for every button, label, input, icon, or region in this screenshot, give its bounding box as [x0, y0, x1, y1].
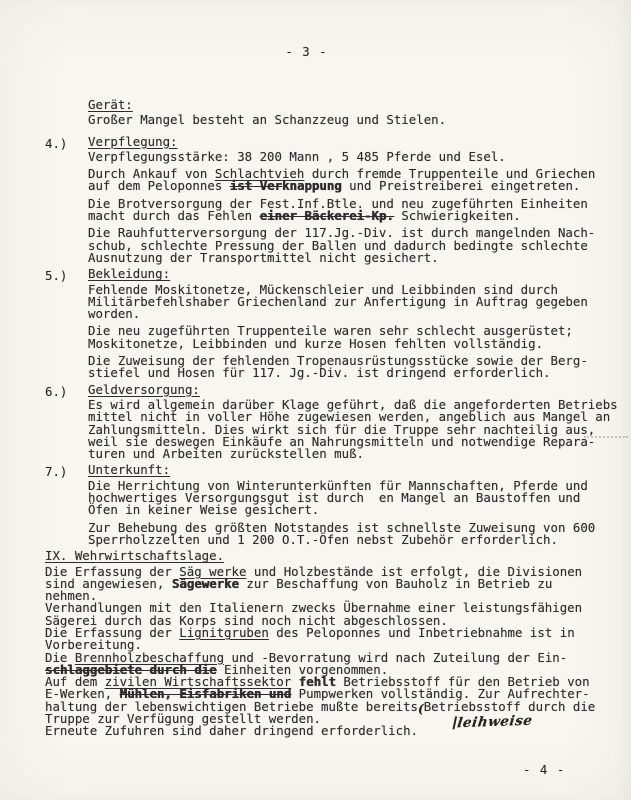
text-line: Öfen in keiner Weise gesichert. — [88, 502, 320, 518]
text-segment: Einheiten vorgenommen. — [216, 661, 389, 677]
section-heading — [88, 268, 611, 280]
text-segment: und Holzbestände ist erfolgt, die Divisionen — [246, 563, 583, 579]
paragraph — [88, 477, 611, 518]
text-line: Es wird allgemein darüber Klage geführt, daß die angeforderten Betriebs — [88, 396, 618, 412]
document-body — [45, 97, 618, 739]
text-line: Vorbereitung. — [45, 637, 142, 653]
text-line: schub, schlechte Pressung der Ballen und dadurch bedingte schlechte — [88, 237, 588, 253]
text-segment: Auf dem — [45, 674, 105, 690]
text-segment: Betriebsstoff für den Betrieb von — [335, 674, 590, 690]
text-segment: Durch Ankauf von — [88, 166, 215, 182]
text-line: Zur Behebung des größten Notstandes ist schnellste Zuweisung von 600 — [88, 519, 596, 535]
text-segment: haltung der lebenswichtigen Betriebe mußte bereits — [45, 698, 418, 714]
text-line: Sperrholzzelten und 1 200 O.T.-Öfen nebst Zubehör erforderlich. — [88, 531, 558, 547]
text-line: Erneute Zufuhren sind daher dringend erforderlich. — [45, 723, 418, 739]
paragraph — [88, 195, 611, 224]
section-ix-wehrwirtschaftslage — [45, 550, 611, 737]
text-line: Verhandlungen mit den Italienern zwecks Übernahme einer leistungsfähigen — [45, 600, 583, 616]
heading-text: IX. Wehrwirtschaftslage. — [45, 548, 225, 564]
section-number: 4.) — [45, 135, 68, 151]
paragraph — [88, 281, 611, 322]
paragraph — [88, 148, 611, 164]
paragraph — [88, 325, 611, 350]
section-7-unterkunft — [45, 464, 611, 546]
page-number-bottom: - 4 - — [523, 762, 566, 777]
section-6-geldversorgung — [45, 381, 618, 462]
section-heading — [88, 99, 611, 111]
text-segment: Die — [45, 649, 75, 665]
struck-through-text: Mühlen, Eisfabriken und — [119, 686, 292, 702]
section-heading — [45, 550, 611, 562]
handwritten-annotation: leihweise — [453, 712, 534, 732]
text-line: worden. — [88, 306, 141, 322]
handwritten-insertion-mark: ( — [418, 701, 424, 716]
underlined-text: Lignitgruben — [179, 624, 269, 640]
section-heading — [88, 133, 611, 149]
text-line — [88, 210, 611, 222]
text-segment: Die Erfassung der — [45, 624, 180, 640]
text-segment: Die Erfassung der — [45, 563, 180, 579]
text-segment: Pumpwerken vollständig. Zur Aufrechter- — [291, 686, 590, 702]
text-segment: des Peloponnes und Inbetriebnahme ist in — [268, 624, 575, 640]
text-segment: sind angewiesen, — [45, 575, 172, 591]
section-number: 6.) — [45, 383, 68, 399]
overstruck-text: schlaggebiete durch die — [45, 661, 217, 677]
text-line: turen und Arbeiten zurückstellen muß. — [88, 446, 365, 462]
text-line — [88, 180, 611, 192]
underlined-text: zivilen Wirtschaftssektor — [104, 674, 292, 690]
underlined-text: Brennholzbeschaffung — [74, 649, 225, 665]
heading-text: Bekleidung: — [88, 266, 171, 282]
text-segment: und Preistreiberei eingetreten. — [341, 178, 581, 194]
overstruck-text: ist Ver — [229, 178, 282, 194]
text-line: hochwertiges Versorgungsgut ist durch en Mangel an Baustoffen und — [88, 490, 581, 506]
text-line: Sägerei durch das Korps sind noch nicht abgeschlossen. — [45, 612, 448, 628]
paragraph — [88, 227, 611, 264]
paragraph — [88, 168, 611, 193]
text-line: Großer Mangel besteht an Schanzzeug und Stielen. — [88, 112, 447, 128]
section-number: 5.) — [45, 268, 68, 284]
heading-text: Unterkunft: — [88, 462, 171, 478]
scan-smudge-artifact — [584, 436, 628, 441]
page-number-top: - 3 - — [285, 44, 328, 59]
text-line: Moskitonetze, Leibbinden und kurze Hosen fehlten vollständig. — [88, 335, 544, 351]
overtyped-text: fehlt — [298, 674, 336, 690]
text-line: Fehlende Moskitonetze, Mückenschleier und Leibbinden sind durch — [88, 281, 558, 297]
text-segment: und -Bevorratung wird nach Zuteilung der Ein- — [224, 649, 568, 665]
section-geraet — [45, 99, 611, 127]
paragraph — [88, 519, 611, 547]
overtyped-text: knappung — [281, 178, 342, 194]
text-line: nehmen. — [45, 588, 98, 604]
text-line: Die neu zugeführten Truppenteile waren sehr schlecht ausgerüstet; — [88, 323, 573, 339]
section-heading — [88, 464, 611, 476]
text-segment: Betriebsstoff durch die — [423, 698, 596, 714]
text-line — [45, 575, 611, 591]
text-line: Zahlungsmitteln. Dies wirkt sich für die Truppe sehr nachteilig aus, — [88, 421, 596, 437]
text-line: Die Brotversorgung der Fest.Inf.Btle. und neu zugeführten Einheiten — [88, 195, 588, 211]
text-line: Die Herrichtung von Winterunterkünften für Mannschaften, Pferde und — [88, 477, 588, 493]
text-line: weil sie deswegen Einkäufe an Nahrungsmitteln und notwendige Repara- — [88, 433, 596, 449]
paragraph — [88, 396, 618, 462]
text-segment: zur Beschaffung von Bauholz in Betrieb zu — [238, 575, 553, 591]
text-line: Verpflegungsstärke: 38 200 Mann , 5 485 Pferde und Esel. — [88, 148, 506, 164]
text-line: Militärbefehlshaber Griechenland zur Anfertigung in Auftrag gegeben — [88, 293, 588, 309]
text-segment: E-Werken, — [45, 686, 120, 702]
text-line: Die Rauhfutterversorgung der 117.Jg.-Div. ist durch mangelnden Nach- — [88, 225, 596, 241]
paragraph — [88, 355, 611, 380]
text-segment: Schwierigkeiten. — [393, 208, 521, 224]
overtyped-text: Sägewerke — [171, 575, 239, 591]
text-line: stiefel und Hosen für 117. Jg.-Div. ist dringend erforderlich. — [88, 365, 551, 381]
section-heading — [88, 381, 611, 397]
underlined-text: Schlachtvieh — [214, 166, 305, 182]
heading-text: Geldversorgung: — [88, 381, 200, 397]
text-segment: auf dem Peloponnes — [88, 178, 230, 194]
text-line: Die Zuweisung der fehlenden Tropenausrüstungsstücke sowie der Berg- — [88, 353, 588, 369]
text-segment: durch fremde Truppenteile und Griechen — [304, 166, 596, 182]
text-line: Truppe zur Verfügung gestellt werden. — [45, 711, 322, 727]
section-5-bekleidung — [45, 268, 611, 379]
section-number: 7.) — [45, 464, 68, 480]
heading-text: Gerät: — [88, 97, 133, 112]
section-4-verpflegung — [45, 133, 611, 265]
text-line: mittel nicht in voller Höhe zugewiesen werden, angeblich aus Mangel an — [88, 409, 611, 425]
text-line: Ausnutzung der Transportmittel nicht gesichert. — [88, 249, 439, 265]
text-segment: macht durch das Fehlen — [88, 208, 260, 224]
struck-through-text: einer Bäckerei-Kp. — [259, 208, 394, 224]
heading-text: Verpflegung: — [88, 133, 178, 149]
underlined-text: Säg werke — [179, 563, 247, 579]
